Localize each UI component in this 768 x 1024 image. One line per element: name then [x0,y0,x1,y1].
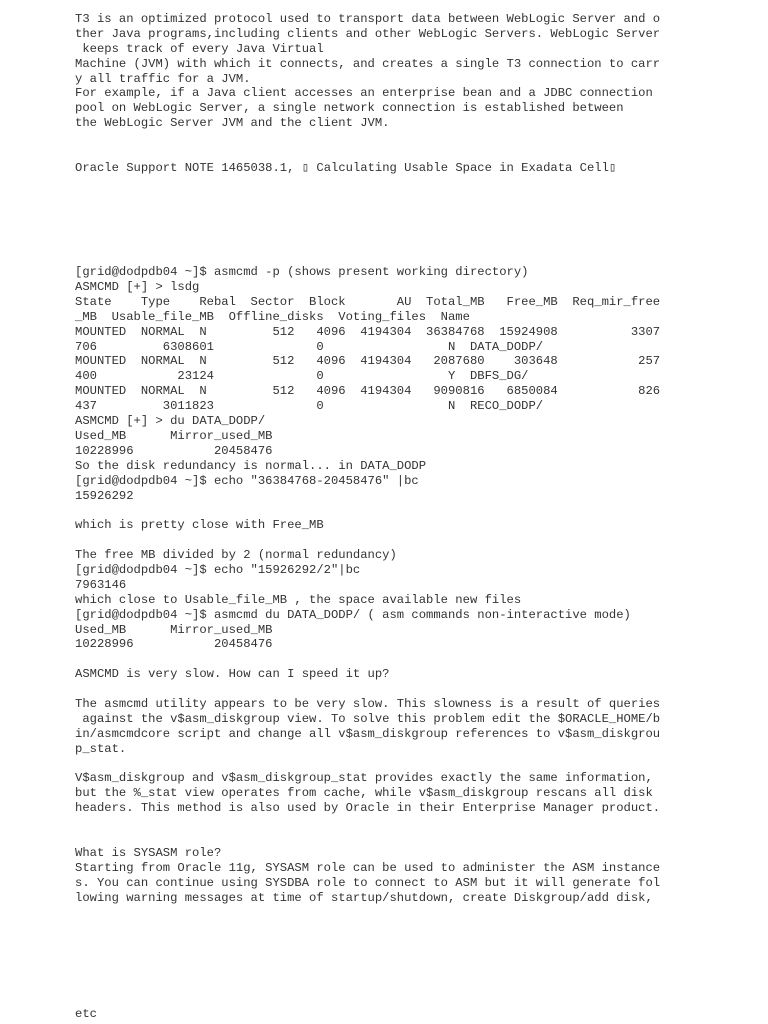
code-line: ASMCMD [+] > lsdg [75,280,200,295]
text-line: s. You can continue using SYSDBA role to connect to ASM but it will generate fol [75,875,661,890]
code-line: 10228996 20458476 [75,637,273,652]
text-line: keeps track of every Java Virtual [75,41,324,56]
footer-text: etc [75,1007,97,1021]
section-heading: ASMCMD is very slow. How can I speed it up? [75,667,390,682]
text-line: The asmcmd utility appears to be very slow. This slowness is a result of queries [75,696,661,711]
code-line: Used_MB Mirror_used_MB [75,622,273,637]
text-line: y all traffic for a JVM. [75,71,251,86]
code-line: [grid@dodpdb04 ~]$ echo "15926292/2"|bc [75,562,361,577]
code-line: 706 6308601 0 N DATA_DODP/ [75,339,544,354]
blank-line [75,146,695,161]
text-line: which is pretty close with Free_MB [75,518,324,533]
code-line: 15926292 [75,488,134,503]
code-line: ASMCMD [+] > du DATA_DODP/ [75,414,266,429]
blank-line [75,250,695,265]
code-line: State Type Rebal Sector Block AU Total_MB Free_MB Req_mir_free [75,294,661,309]
section-heading: What is SYSASM role? [75,845,222,860]
code-line: [grid@dodpdb04 ~]$ asmcmd du DATA_DODP/ ( asm commands non-interactive mode) [75,607,631,622]
code-line: MOUNTED NORMAL N 512 4096 4194304 9090816 6850084 826 [75,384,661,399]
text-line: ther Java programs,including clients and other WebLogic Servers. WebLogic Server [75,26,661,41]
code-line: 400 23124 0 Y DBFS_DG/ [75,369,529,384]
text-line: For example, if a Java client accesses an enterprise bean and a JDBC connection [75,86,653,101]
text-line: T3 is an optimized protocol used to transport data between WebLogic Server and o [75,12,661,26]
code-line: Used_MB Mirror_used_MB [75,428,273,443]
blank-line [75,652,695,667]
text-line: p_stat. [75,741,127,756]
blank-line [75,191,695,206]
blank-line [75,757,695,772]
blank-line [75,503,695,518]
text-line: in/asmcmdcore script and change all v$asm_diskgroup references to v$asm_diskgrou [75,726,661,741]
text-line: The free MB divided by 2 (normal redundancy) [75,548,397,563]
blank-line [75,235,695,250]
blank-line [75,831,695,846]
blank-line [75,131,695,146]
text-line: pool on WebLogic Server, a single network connection is established between [75,101,624,116]
text-line: lowing warning messages at time of startup/shutdown, create Diskgroup/add disk, [75,890,653,905]
blank-line [75,176,695,191]
document-body [75,12,695,905]
support-note-line: Oracle Support NOTE 1465038.1, ▯ Calculating Usable Space in Exadata Cell▯ [75,160,617,175]
text-line: V$asm_diskgroup and v$asm_diskgroup_stat provides exactly the same information, [75,771,653,786]
text-line: but the %_stat view operates from cache, while v$asm_diskgroup rescans all disk [75,786,653,801]
code-line: [grid@dodpdb04 ~]$ asmcmd -p (shows present working directory) [75,265,529,280]
blank-line [75,206,695,221]
code-line: 7963146 [75,577,127,592]
code-line: [grid@dodpdb04 ~]$ echo "36384768-20458476" |bc [75,473,419,488]
text-line: the WebLogic Server JVM and the client JVM. [75,116,390,131]
blank-line [75,682,695,697]
text-line: which close to Usable_file_MB , the space available new files [75,592,522,607]
code-line: 10228996 20458476 [75,443,273,458]
code-line: 437 3011823 0 N RECO_DODP/ [75,399,544,414]
blank-line [75,816,695,831]
text-line: headers. This method is also used by Oracle in their Enterprise Manager product. [75,801,661,816]
blank-line [75,533,695,548]
text-line: Machine (JVM) with which it connects, and creates a single T3 connection to carr [75,56,661,71]
code-line: MOUNTED NORMAL N 512 4096 4194304 2087680 303648 257 [75,354,661,369]
code-line: MOUNTED NORMAL N 512 4096 4194304 36384768 15924908 3307 [75,324,661,339]
text-line: against the v$asm_diskgroup view. To solve this problem edit the $ORACLE_HOME/b [75,711,661,726]
code-line: _MB Usable_file_MB Offline_disks Voting_files Name [75,309,470,324]
blank-line [75,220,695,235]
code-line: So the disk redundancy is normal... in DATA_DODP [75,458,427,473]
text-line: Starting from Oracle 11g, SYSASM role can be used to administer the ASM instance [75,860,661,875]
